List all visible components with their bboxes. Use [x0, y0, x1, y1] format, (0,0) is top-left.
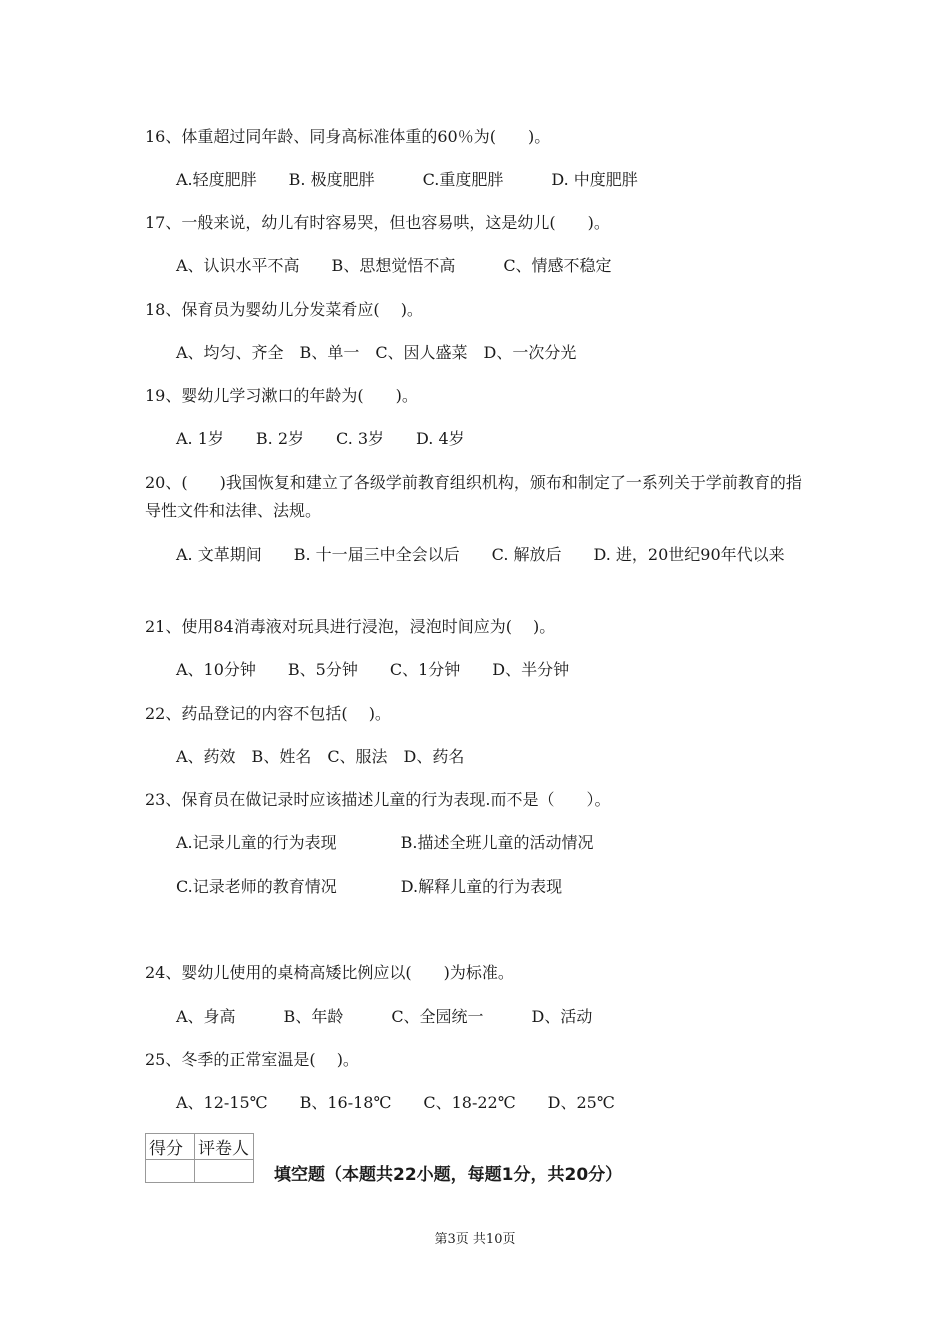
question-17-stem: 17、一般来说，幼儿有时容易哭，但也容易哄，这是幼儿( )。: [145, 213, 610, 232]
question-25-options: A、12-15℃ B、16-18℃ C、18-22℃ D、25℃: [176, 1093, 615, 1112]
page-footer: 第3页 共10页: [434, 1232, 516, 1247]
question-21-stem: 21、使用84消毒液对玩具进行浸泡，浸泡时间应为( )。: [145, 617, 556, 636]
question-18-stem: 18、保育员为婴幼儿分发菜肴应( )。: [145, 300, 423, 319]
question-18-options: A、均匀、齐全 B、单一 C、因人盛菜 D、一次分光: [176, 343, 577, 362]
question-23-options: A.记录儿童的行为表现 B.描述全班儿童的活动情况: [176, 833, 594, 852]
grader-header: 评卷人: [195, 1134, 254, 1160]
question-22-stem: 22、药品登记的内容不包括( )。: [145, 704, 391, 723]
question-19-options: A. 1岁 B. 2岁 C. 3岁 D. 4岁: [176, 429, 465, 448]
question-24-stem: 24、婴幼儿使用的桌椅高矮比例应以( )为标准。: [145, 963, 514, 982]
question-24-options: A、身高 B、年龄 C、全园统一 D、活动: [176, 1007, 593, 1026]
question-23-stem: 23、保育员在做记录时应该描述儿童的行为表现.而不是（ ）。: [145, 790, 611, 809]
question-25-stem: 25、冬季的正常室温是( )。: [145, 1050, 359, 1069]
question-19-stem: 19、婴幼儿学习漱口的年龄为( )。: [145, 386, 418, 405]
section-title: 填空题（本题共22小题，每题1分，共20分）: [274, 1165, 623, 1185]
score-header: 得分: [146, 1134, 195, 1160]
question-23-options-2: C.记录老师的教育情况 D.解释儿童的行为表现: [176, 877, 563, 896]
question-20-options: A. 文革期间 B. 十一届三中全会以后 C. 解放后 D. 进，20世纪90年代以来: [176, 545, 785, 564]
question-16-stem: 16、体重超过同年龄、同身高标准体重的60％为( )。: [145, 127, 551, 146]
question-22-options: A、药效 B、姓名 C、服法 D、药名: [176, 747, 465, 766]
question-21-options: A、10分钟 B、5分钟 C、1分钟 D、半分钟: [176, 660, 570, 679]
question-17-options: A、认识水平不高 B、思想觉悟不高 C、情感不稳定: [176, 256, 612, 275]
score-table: [145, 1133, 254, 1183]
question-20-stem: 20、( )我国恢复和建立了各级学前教育组织机构，颁布和制定了一系列关于学前教育的指导性文件和法律、法规。: [145, 473, 802, 520]
score-cell[interactable]: [146, 1160, 195, 1183]
question-16-options: A.轻度肥胖 B. 极度肥胖 C.重度肥胖 D. 中度肥胖: [176, 170, 638, 189]
grader-cell[interactable]: [195, 1160, 254, 1183]
